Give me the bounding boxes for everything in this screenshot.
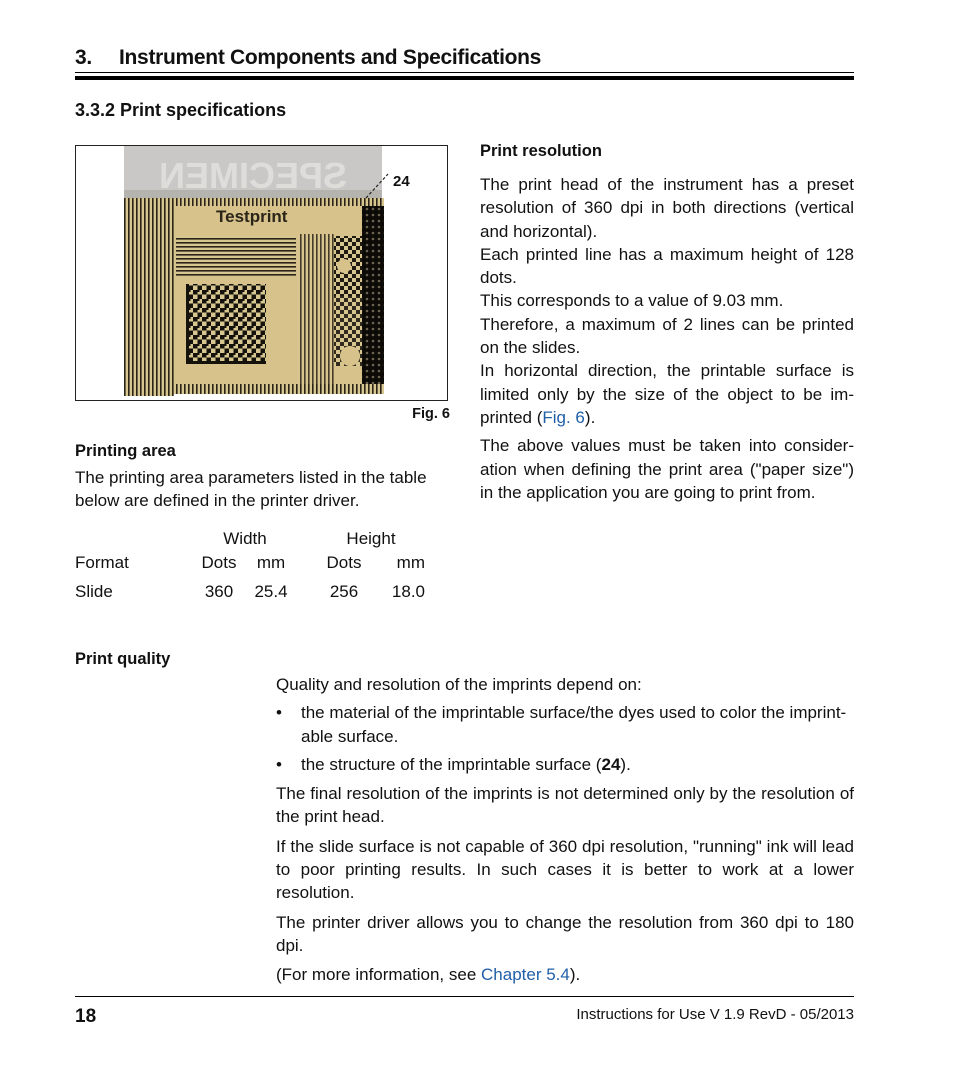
quality-paragraph	[276, 963, 854, 986]
specimen-watermark: SPECIMEN	[158, 155, 348, 196]
table-group-header-row	[75, 527, 425, 551]
quality-text: ).	[569, 965, 581, 985]
group-header-height: Height	[346, 528, 396, 548]
table-cell: 256	[329, 581, 359, 601]
table-column-header-row	[75, 551, 425, 575]
resolution-paragraph: The above values must be taken into consider-ation when defining the print area ("paper size") in the application you are going to print from.	[480, 436, 854, 502]
printing-area-text: The printing area parameters listed in the table below are defined in the printer driver.	[75, 468, 427, 511]
printing-area-heading: Printing area	[75, 442, 176, 460]
print-quality-body	[276, 673, 854, 987]
figure-caption: Fig. 6	[412, 406, 450, 422]
bullet-icon: •	[276, 703, 282, 723]
bullet-text: ).	[620, 754, 631, 774]
table-cell: 18.0	[391, 581, 425, 601]
table-cell: Slide	[75, 581, 113, 601]
resolution-paragraph: Each printed line has a maximum height of 128 dots.	[480, 244, 854, 288]
chapter-number: 3.	[75, 46, 92, 69]
column-header: Dots	[326, 552, 362, 572]
column-header: Dots	[201, 552, 237, 572]
callout-24: 24	[393, 173, 410, 190]
group-header-width: Width	[223, 528, 267, 548]
resolution-paragraph: This corresponds to a value of 9.03 mm.	[480, 291, 784, 311]
quality-paragraph: The final resolution of the imprints is not determined only by the resolution of the print head.	[276, 784, 854, 827]
header-rule-thin	[75, 72, 854, 73]
page-number: 18	[75, 1006, 97, 1027]
footer-rule	[75, 996, 854, 997]
print-quality-heading: Print quality	[75, 650, 171, 668]
bullet-text: the material of the imprintable surface/the dyes used to color the imprint-able surface.	[301, 703, 847, 746]
resolution-paragraph: The print head of the instrument has a preset resolution of 360 dpi in both directions (vertical and horizontal).	[480, 175, 854, 241]
column-header: mm	[396, 552, 425, 572]
chapter-heading	[75, 46, 854, 70]
resolution-paragraph: Therefore, a maximum of 2 lines can be printed on the slides.	[480, 314, 854, 358]
list-item	[276, 701, 854, 748]
column-header: mm	[256, 552, 286, 572]
quality-text: (For more information, see	[276, 965, 482, 985]
callout-reference: 24	[601, 754, 621, 774]
printing-area-table	[75, 527, 425, 604]
fig-6-link[interactable]: Fig. 6	[542, 407, 585, 427]
printing-area-section	[75, 442, 450, 604]
quality-bullet-list	[276, 701, 854, 776]
testprint-label: Testprint	[216, 207, 288, 226]
table-row	[75, 575, 425, 604]
section-title: 3.3.2 Print specifications	[75, 100, 287, 120]
bullet-text: the structure of the imprintable surface (	[301, 754, 602, 774]
resolution-text: In horizontal direction, the printable surface is limited only by the size of the object to be im-printed (	[480, 361, 854, 427]
quality-paragraph: The printer driver allows you to change the resolution from 360 dpi to 180 dpi.	[276, 912, 854, 955]
column-header: Format	[75, 552, 129, 572]
quality-intro: Quality and resolution of the imprints depend on:	[276, 675, 642, 694]
chapter-title: Instrument Components and Specifications	[119, 46, 542, 69]
table-cell: 25.4	[254, 581, 288, 601]
print-resolution-heading: Print resolution	[480, 142, 602, 160]
quality-paragraph: If the slide surface is not capable of 360 dpi resolution, "running" ink will lead to poor printing results. In such cases it is better to work at a lower resolution.	[276, 836, 854, 903]
bullet-icon: •	[276, 754, 282, 774]
header-rule-thick	[75, 76, 854, 80]
chapter-5-4-link[interactable]: Chapter 5.4	[481, 965, 570, 985]
resolution-paragraph	[480, 359, 854, 429]
resolution-text: ).	[584, 407, 596, 427]
figure-testprint-photo	[75, 145, 448, 401]
table-cell: 360	[204, 581, 234, 601]
document-info: Instructions for Use V 1.9 RevD - 05/2013	[576, 1006, 854, 1023]
list-item	[276, 753, 854, 776]
print-resolution-section	[480, 142, 854, 504]
testprint-image	[76, 146, 447, 400]
